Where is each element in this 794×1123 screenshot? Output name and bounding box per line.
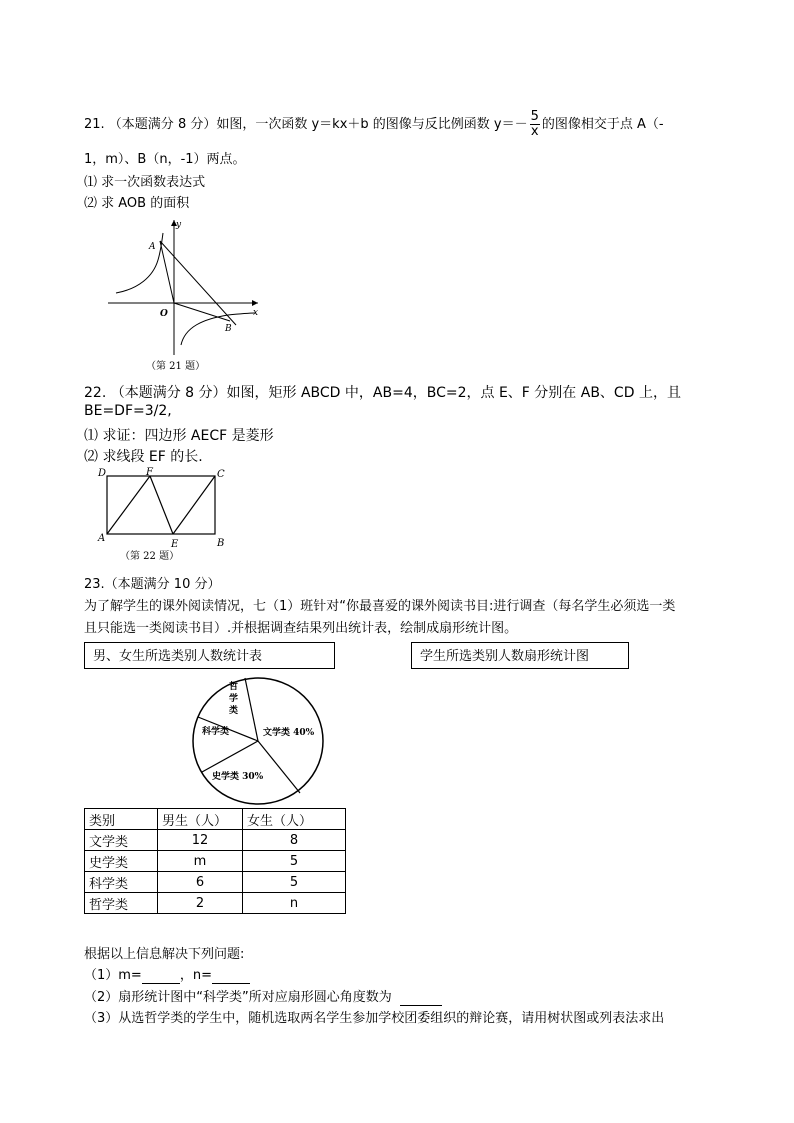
cell-girls: n [243,893,346,914]
q22-figure [95,466,240,564]
pie-label-philosophy-char1: 哲 [229,682,239,692]
cell-girls: 8 [243,830,346,851]
q23-intro2: 且只能选一类阅读书目）.并根据调查结果列出统计表，绘制成扇形统计图。 [84,621,518,636]
pie-divider-top [245,678,258,741]
segment-ob [174,303,230,321]
pie-divider-lower-right [258,741,300,793]
fraction-5-over-x: $\frac{5}{x}$ [530,109,539,139]
pie-label-philosophy-char3: 类 [229,706,239,716]
q23-intro1: 为了解学生的课外阅读情况，七（1）班针对“你最喜爱的课外阅读书目:进行调查（每名学生必须选一类 [84,599,676,614]
q22-part2: ⑵ 求线段 EF 的长. [84,449,203,465]
figure-21-caption: （第 21 题） [146,361,206,372]
table-row [85,851,346,872]
label-a: A [98,533,106,544]
cell-category: 史学类 [85,851,158,872]
label-y: y [176,220,182,230]
pie-label-science: 科学类 [202,727,230,737]
pie-label-philosophy [229,680,238,716]
segment-ec [173,476,215,534]
q23-title: 23.（本题满分 10 分） [84,577,221,592]
solve-q2: （2）扇形统计图中“科学类”所对应扇形圆心角度数为 [84,986,442,1006]
pie-divider-lower-left [202,741,258,772]
q21-part1: ⑴ 求一次函数表达式 [84,175,206,190]
x-axis-arrow [252,300,258,306]
q21-line2: 1，m）、B（n，-1）两点。 [84,152,246,167]
label-c: C [217,469,225,480]
stat-table [84,808,346,914]
cell-category: 文学类 [85,830,158,851]
segment-af [107,476,150,534]
pie-label-philosophy-char2: 学 [229,694,239,704]
q21-figure [108,215,268,375]
hyperbola-left-branch [116,233,163,293]
solve-q1: （1）m= ，n= [84,964,250,984]
table-row [85,893,346,914]
figure-22-caption: （第 22 题） [120,551,180,562]
pie-title-box: 学生所选类别人数扇形统计图 [411,642,629,669]
line-ab [160,241,236,325]
pie-chart [188,672,328,812]
segment-fe [150,476,173,534]
table-row [85,872,346,893]
cell-boys: 2 [158,893,243,914]
q22-line1: 22. （本题满分 8 分）如图，矩形 ABCD 中，AB=4，BC=2，点 E、F 分别在 AB、CD 上，且 [84,385,681,401]
label-b: B [225,324,232,334]
label-x: x [253,308,259,318]
solve-q3: （3）从选哲学类的学生中，随机选取两名学生参加学校团委组织的辩论赛，请用树状图或列表法求出 [84,1011,665,1026]
q21-part2: ⑵ 求 AOB 的面积 [84,196,190,211]
q22-part1: ⑴ 求证：四边形 AECF 是菱形 [84,428,274,444]
table-row [85,830,346,851]
label-b: B [217,538,225,549]
label-e: E [171,539,179,550]
segment-oa [160,241,174,303]
cell-girls: 5 [243,851,346,872]
cell-girls: 5 [243,872,346,893]
header-girls: 女生（人） [243,809,346,830]
q22-line2: BE=DF=3/2, [84,403,172,419]
label-a: A [149,242,156,252]
cell-category: 哲学类 [85,893,158,914]
cell-boys: m [158,851,243,872]
pie-label-literature: 文学类 40% [263,728,315,738]
cell-category: 科学类 [85,872,158,893]
q21-line1: 21. （本题满分 8 分）如图，一次函数 y＝kx＋b 的图像与反比例函数 y＝－ $\frac{5}{x}$ 的图像相交于点 A（- [84,109,664,139]
table-title-box: 男、女生所选类别人数统计表 [84,642,335,669]
blank-angle [400,990,442,1006]
pie-label-history: 史学类 30% [212,772,264,782]
label-o: O [160,309,168,319]
cell-boys: 12 [158,830,243,851]
solve-intro: 根据以上信息解决下列问题: [84,947,245,962]
header-boys: 男生（人） [158,809,243,830]
cell-boys: 6 [158,872,243,893]
label-f: F [146,467,153,478]
blank-m [142,968,180,984]
blank-n [212,968,250,984]
table-header-row [85,809,346,830]
header-category: 类别 [85,809,158,830]
label-d: D [98,468,107,479]
